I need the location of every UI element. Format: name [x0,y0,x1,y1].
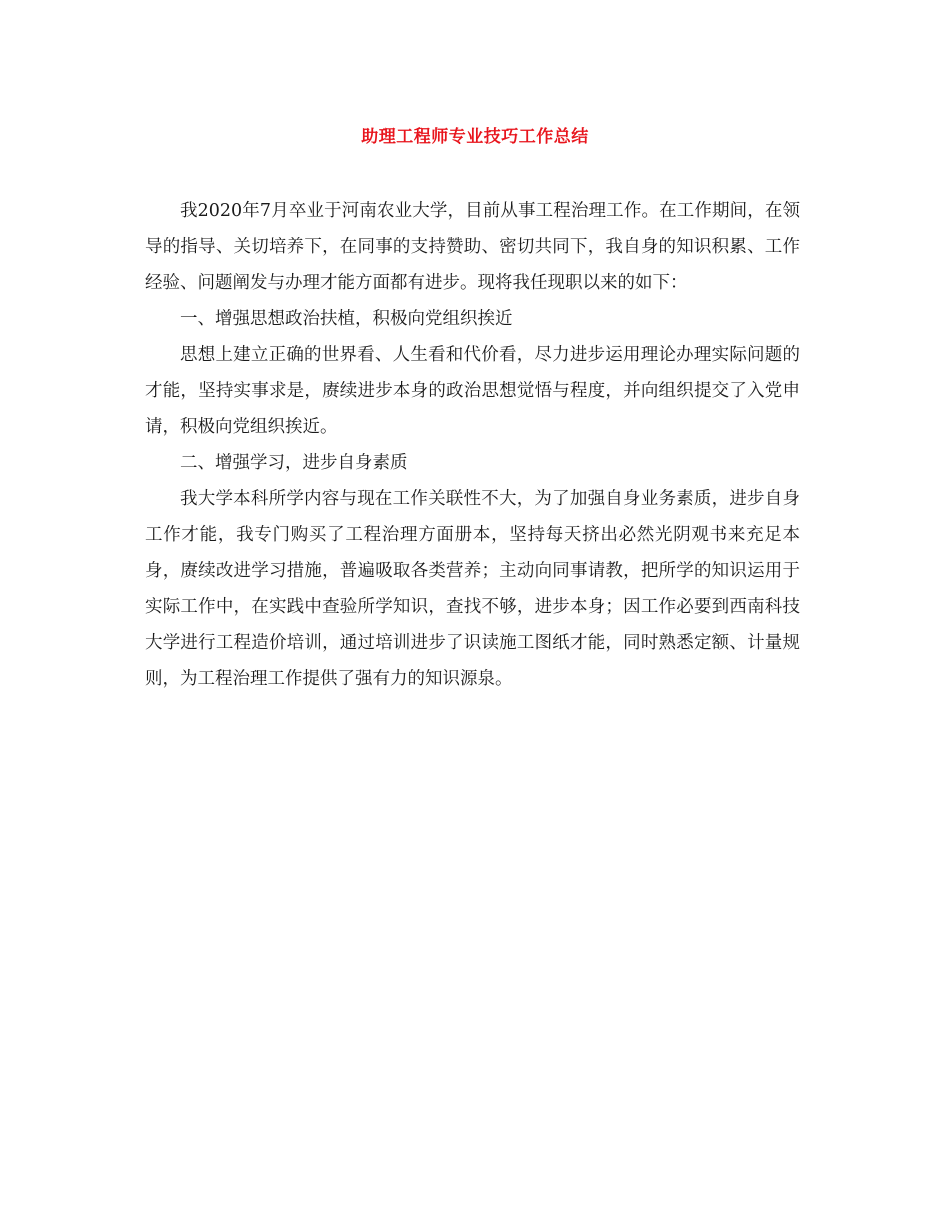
section-heading-1: 一、增强思想政治扶植，积极向党组织挨近 [180,309,513,329]
paragraph-intro: 我2020年7月卒业于河南农业大学，目前从事工程治理工作。在工作期间，在领导的指导、关切培养下，在同事的支持赞助、密切共同下，我自身的知识积累、工作经验、问题阐发与办理才能方面都有进步。现将我任现职以来的如下： [145,201,800,293]
document-body [145,193,800,697]
paragraph-politics: 思想上建立正确的世界看、人生看和代价看，尽力进步运用理论办理实际问题的才能，坚持实事求是，赓续进步本身的政治思想觉悟与程度，并向组织提交了入党申请，积极向党组织挨近。 [145,345,800,437]
section-heading-2: 二、增强学习，进步自身素质 [180,453,408,473]
paragraph-study: 我大学本科所学内容与现在工作关联性不大，为了加强自身业务素质，进步自身工作才能，我专门购买了工程治理方面册本，坚持每天挤出必然光阴观书来充足本身，赓续改进学习措施，普遍吸取各类营养；主动向同事请教，把所学的知识运用于实际工作中，在实践中查验所学知识，查找不够，进步本身；因工作必要到西南科技大学进行工程造价培训，通过培训进步了识读施工图纸才能，同时熟悉定额、计量规则，为工程治理工作提供了强有力的知识源泉。 [145,489,800,689]
document-title: 助理工程师专业技巧工作总结 [361,127,589,147]
